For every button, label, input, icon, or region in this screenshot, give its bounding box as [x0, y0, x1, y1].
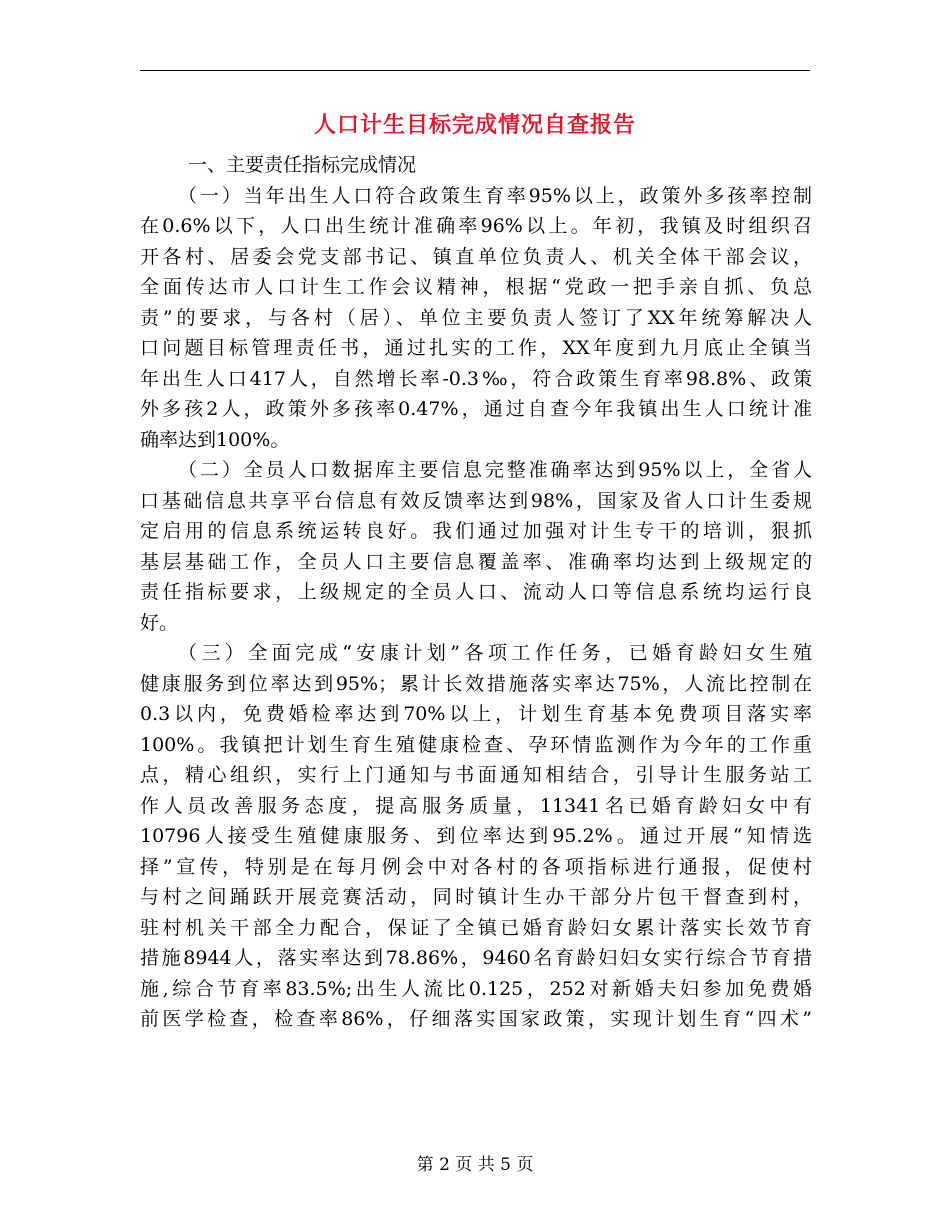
paragraph-line: （三）全面完成“安康计划”各项工作任务，已婚育龄妇女生殖 [178, 642, 812, 664]
paragraph-line: 驻村机关干部全力配合，保证了全镇已婚育龄妇女累计落实长效节育 [140, 916, 812, 939]
paragraph-line: 定启用的信息系统运转良好。我们通过加强对计生专干的培训，狠抓 [140, 520, 812, 542]
paragraph-line: 措施8944人，落实率达到78.86%，9460名育龄妇妇女实行综合节育措 [140, 947, 812, 969]
paragraph-line: 外多孩2人，政策外多孩率0.47%，通过自查今年我镇出生人口统计准 [140, 398, 812, 420]
section-heading: 一、主要责任指标完成情况 [188, 154, 417, 176]
paragraph-line: 点，精心组织，实行上门通知与书面通知相结合，引导计生服务站工 [140, 764, 812, 786]
paragraph-line: 择”宣传，特别是在每月例会中对各村的各项指标进行通报，促使村 [140, 855, 812, 878]
header-rule [140, 70, 810, 71]
paragraph-line: 口基础信息共享平台信息有效反馈率达到98%，国家及省人口计生委规 [140, 489, 812, 512]
paragraph-line: 好。 [140, 611, 179, 634]
page-number: 第 2 页 共 5 页 [416, 1155, 534, 1175]
paragraph-line: 10796人接受生殖健康服务、到位率达到95.2%。通过开展“知情选 [140, 825, 812, 847]
paragraph-line: 责任指标要求，上级规定的全员人口、流动人口等信息系统均运行良 [140, 581, 812, 603]
paragraph-line: 年出生人口417人，自然增长率-0.3‰，符合政策生育率98.8%、政策 [140, 367, 812, 390]
paragraph-line: （一）当年出生人口符合政策生育率95%以上，政策外多孩率控制 [178, 184, 812, 207]
document-title: 人口计生目标完成情况自查报告 [313, 112, 636, 138]
paragraph-line: （二）全员人口数据库主要信息完整准确率达到95%以上，全省人 [178, 459, 812, 481]
paragraph-line: 作人员改善服务态度，提高服务质量，11341名已婚育龄妇女中有 [140, 794, 812, 817]
document-body [140, 150, 812, 1035]
paragraph-line: 0.3以内，免费婚检率达到70%以上，计划生育基本免费项目落实率 [140, 703, 812, 725]
paragraph-line: 施,综合节育率83.5%;出生人流比0.125，252对新婚夫妇参加免费婚 [140, 977, 812, 1000]
paragraph-line: 全面传达市人口计生工作会议精神，根据“党政一把手亲自抓、负总 [140, 276, 812, 298]
paragraph-line: 开各村、居委会党支部书记、镇直单位负责人、机关全体干部会议， [140, 245, 812, 268]
paragraph-line: 前医学检查，检查率86%，仔细落实国家政策，实现计划生育“四术” [140, 1008, 812, 1030]
paragraph-line: 口问题目标管理责任书，通过扎实的工作，XX年度到九月底止全镇当 [140, 337, 812, 359]
paragraph-line: 确率达到100%。 [140, 428, 290, 451]
paragraph-line: 健康服务到位率达到95%；累计长效措施落实率达75%，人流比控制在 [140, 672, 812, 695]
paragraph-line: 100%。我镇把计划生育生殖健康检查、孕环情监测作为今年的工作重 [140, 733, 812, 756]
paragraph-line: 与村之间踊跃开展竞赛活动，同时镇计生办干部分片包干督查到村， [140, 886, 812, 908]
paragraph-line: 基层基础工作，全员人口主要信息覆盖率、准确率均达到上级规定的 [140, 550, 812, 573]
paragraph-line: 责”的要求，与各村（居）、单位主要负责人签订了XX年统筹解决人 [140, 306, 812, 329]
paragraph-line: 在0.6%以下，人口出生统计准确率96%以上。年初，我镇及时组织召 [140, 215, 812, 237]
